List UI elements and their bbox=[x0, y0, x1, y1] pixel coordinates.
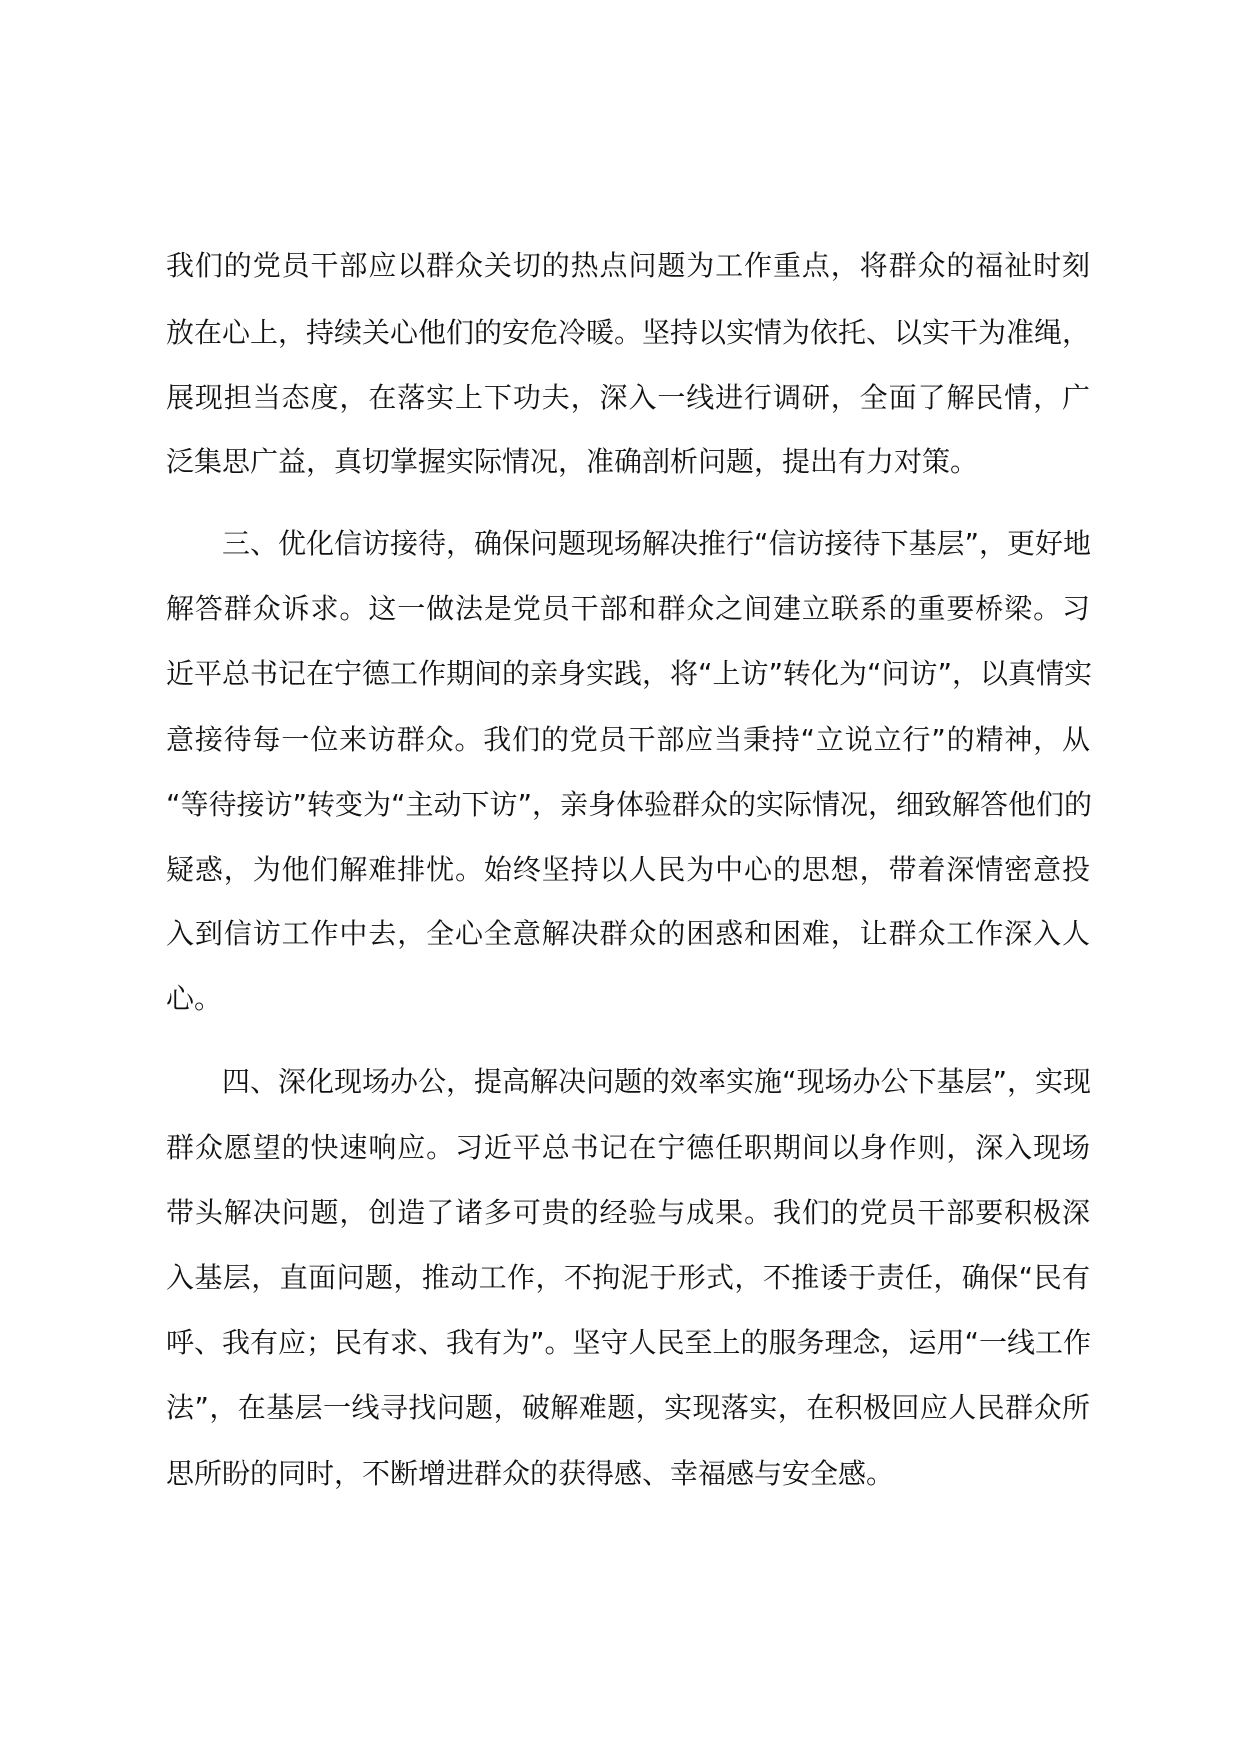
text-line: 入基层，直面问题，推动工作，不拘泥于形式，不推诿于责任，确保“民有 bbox=[166, 1261, 1090, 1294]
text-line: 四、深化现场办公，提高解决问题的效率实施“现场办公下基层”，实现 bbox=[166, 1065, 1092, 1098]
text-line: 入到信访工作中去，全心全意解决群众的困惑和困难，让群众工作深入人 bbox=[166, 917, 1090, 950]
text-line: 心。 bbox=[166, 982, 223, 1015]
text-line: 泛集思广益，真切掌握实际情况，准确剖析问题，提出有力对策。 bbox=[166, 445, 979, 478]
text-line: 解答群众诉求。这一做法是党员干部和群众之间建立联系的重要桥梁。习 bbox=[166, 592, 1090, 625]
text-line: 展现担当态度，在落实上下功夫，深入一线进行调研，全面了解民情，广 bbox=[166, 381, 1090, 414]
text-line: 疑惑，为他们解难排忧。始终坚持以人民为中心的思想，带着深情密意投 bbox=[166, 853, 1090, 886]
text-line: 放在心上，持续关心他们的安危冷暖。坚持以实情为依托、以实干为准绳， bbox=[166, 316, 1091, 349]
text-line: “等待接访”转变为“主动下访”，亲身体验群众的实际情况，细致解答他们的 bbox=[166, 788, 1093, 821]
text-line: 呼、我有应；民有求、我有为”。坚守人民至上的服务理念，运用“一线工作 bbox=[166, 1326, 1092, 1359]
text-line: 我们的党员干部应以群众关切的热点问题为工作重点，将群众的福祉时刻 bbox=[166, 249, 1090, 282]
text-line: 近平总书记在宁德工作期间的亲身实践，将“上访”转化为“问访”，以真情实 bbox=[166, 657, 1093, 690]
text-line: 三、优化信访接待，确保问题现场解决推行“信访接待下基层”，更好地 bbox=[166, 527, 1092, 560]
text-line: 带头解决问题，创造了诸多可贵的经验与成果。我们的党员干部要积极深 bbox=[166, 1196, 1090, 1229]
text-line: 群众愿望的快速响应。习近平总书记在宁德任职期间以身作则，深入现场 bbox=[166, 1131, 1090, 1164]
text-line: 思所盼的同时，不断增进群众的获得感、幸福感与安全感。 bbox=[166, 1457, 895, 1490]
text-line: 法”，在基层一线寻找问题，破解难题，实现落实，在积极回应人民群众所 bbox=[166, 1391, 1090, 1424]
text-line: 意接待每一位来访群众。我们的党员干部应当秉持“立说立行”的精神，从 bbox=[166, 723, 1090, 756]
